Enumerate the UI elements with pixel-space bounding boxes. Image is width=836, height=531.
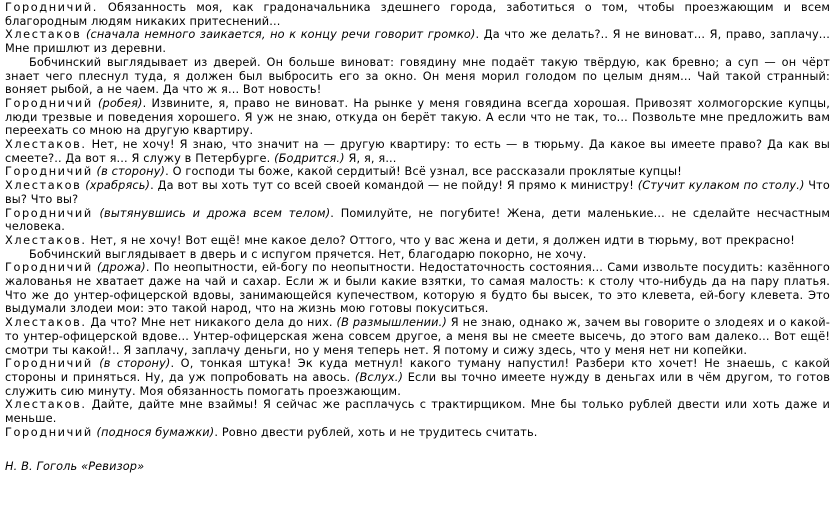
speaker-name: Хлестаков.: [5, 316, 87, 330]
stage-remark: (сначала немного заикается, но к концу речи говорит громко): [85, 28, 476, 42]
speech-text: Бобчинский выглядывает из дверей. Он больше виноват: говядину мне подаёт такую твёрдую, как бревно; а суп — он чёрт знает чего плеснул туда, я должен был выбросить его за окно. Он меня морил голодом по целым дням... Чай такой странный: воняет рыбой, а не чаем. Да что ж я... Вот новость!: [5, 55, 830, 97]
stage-remark: (в сторону): [99, 357, 171, 371]
stage-remark: (поднося бумажки): [96, 425, 215, 439]
speech-text: . Помилуйте, не погубите! Жена, дети маленькие... не сделайте несчастным человека.: [5, 206, 830, 234]
stage-remark: (Бодрится.): [274, 151, 345, 165]
speaker-name: Городничий: [5, 165, 93, 179]
speech-paragraph: [5, 234, 830, 248]
speech-paragraph: [5, 165, 830, 179]
stage-remark: (робея): [97, 96, 143, 110]
speaker-name: Городничий: [5, 96, 93, 110]
speech-text: Дайте, дайте мне взаймы! Я сейчас же расплачусь с трактирщиком. Мне бы только рублей двести или хоть даже и меньше.: [5, 398, 830, 426]
speech-text: Что вы? Что вы?: [5, 179, 830, 206]
speaker-name: Хлестаков.: [5, 138, 87, 152]
stage-remark: (Вслух.): [354, 370, 404, 384]
speech-paragraph: [5, 357, 830, 398]
dialogue-text: [5, 1, 830, 440]
speaker-name: Городничий.: [5, 1, 98, 14]
speaker-name: Городничий: [5, 425, 93, 439]
speaker-name: Хлестаков: [5, 179, 82, 193]
speaker-name: Городничий: [5, 261, 93, 275]
stage-remark: (Стучит кулаком по столу.): [637, 179, 805, 193]
speech-paragraph: [5, 426, 830, 440]
speaker-name: Хлестаков.: [5, 398, 87, 412]
speech-paragraph: [5, 138, 830, 165]
speech-paragraph: [5, 1, 830, 28]
speech-paragraph: [5, 316, 830, 357]
speaker-name: Городничий: [5, 357, 93, 371]
speech-paragraph: [5, 179, 830, 206]
stage-remark: (В размышлении.): [336, 316, 447, 330]
speech-text: . Ровно двести рублей, хоть и не трудитесь считать.: [214, 425, 538, 439]
speaker-name: Городничий: [5, 206, 93, 220]
stage-remark: (в сторону): [96, 165, 166, 179]
speech-text: Если вы точно имеете нужду в деньгах или в чём другом, то готов служить сию минуту. Моя обязанность помогать проезжающим.: [5, 370, 831, 398]
speech-text: Бобчинский выглядывает в дверь и с испугом прячется. Нет, благодарю покорно, не хочу.: [29, 247, 587, 261]
source-attribution: Н. В. Гоголь «Ревизор»: [5, 459, 145, 473]
speaker-name: Хлестаков.: [5, 233, 87, 247]
speech-text: Нет, я не хочу! Вот ещё! мне какое дело? Оттого, что у вас жена и дети, я должен идти в тюрьму, вот прекрасно!: [86, 233, 795, 247]
speech-text: Да что? Мне нет никакого дела до них.: [86, 316, 337, 330]
speech-text: . По неопытности, ей-богу по неопытности. Недостаточность состояния... Сами извольте посудить: казённого жалованья не хватает даже на чай и сахар. Если ж и были какие взятки, то самая малость: к столу что-нибудь да на пару платья. Что же до унтер-офицерской вдовы, занимающейся купечеством, которую я будто бы высек, то это клевета, ей-богу клевета. Это выдумали злодеи мои: это такой народ, что на жизнь мою готовы покуситься.: [5, 261, 830, 316]
speech-text: . О господи ты боже, какой сердитый! Всё узнал, все рассказали проклятые купцы!: [165, 165, 682, 179]
speech-text: . Да вот вы хоть тут со всей своей командой — не пойду! Я прямо к министру!: [150, 179, 638, 193]
stage-remark: (вытянувшись и дрожа всем телом): [99, 206, 331, 220]
speech-text: Я не знаю, однако ж, зачем вы говорите о злодеях и о какой-то унтер-офицерской вдове... Унтер-офицерская жена совсем другое, а меня вы не смеете высечь, до этого вам далеко... Вот ещё! смотри ты какой!.. Я заплачу, заплачу деньги, но у меня теперь нет. Я потому и сижу здесь, что у меня нет ни копейки.: [5, 316, 830, 357]
speech-text: . Да что же делать?.. Я не виноват... Я, право, заплачу... Мне пришлют из деревни.: [5, 28, 831, 56]
speech-paragraph: [5, 261, 830, 316]
speech-paragraph: [5, 398, 830, 425]
speaker-name: Хлестаков: [5, 28, 82, 42]
speech-text: Нет, не хочу! Я знаю, что значит на — другую квартиру: то есть — в тюрьму. Да какое вы имеете право? Да как вы смеете?.. Да вот я... Я служу в Петербурге.: [5, 138, 830, 165]
speech-text: . Извините, я, право не виноват. На рынке у меня говядина всегда хорошая. Привозят холмогорские купцы, люди трезвые и поведения хорошего. Я уж не знаю, откуда он берёт такую. А если что не так, то... Позвольте мне предложить вам переехать со мною на другую квартиру.: [5, 96, 830, 138]
stage-direction-paragraph: [5, 56, 830, 97]
speech-paragraph: [5, 97, 830, 138]
speech-text: . О, тонкая штука! Эк куда метнул! какого туману напустил! Разбери кто хочет! Не знаешь, с какой стороны и приняться. Ну, да уж попробовать на авось.: [5, 357, 831, 384]
stage-remark: (храбрясь): [85, 179, 151, 193]
stage-remark: (дрожа): [97, 261, 146, 275]
speech-text: Обязанность моя, как градоначальника здешнего города, заботиться о том, чтобы проезжающим и всем благородным людям никаких притеснений...: [5, 1, 830, 28]
speech-paragraph: [5, 207, 830, 234]
speech-paragraph: [5, 28, 830, 55]
stage-direction-paragraph: [5, 248, 830, 262]
speech-text: Я, я, я...: [344, 151, 397, 165]
blank-line: [5, 440, 830, 453]
